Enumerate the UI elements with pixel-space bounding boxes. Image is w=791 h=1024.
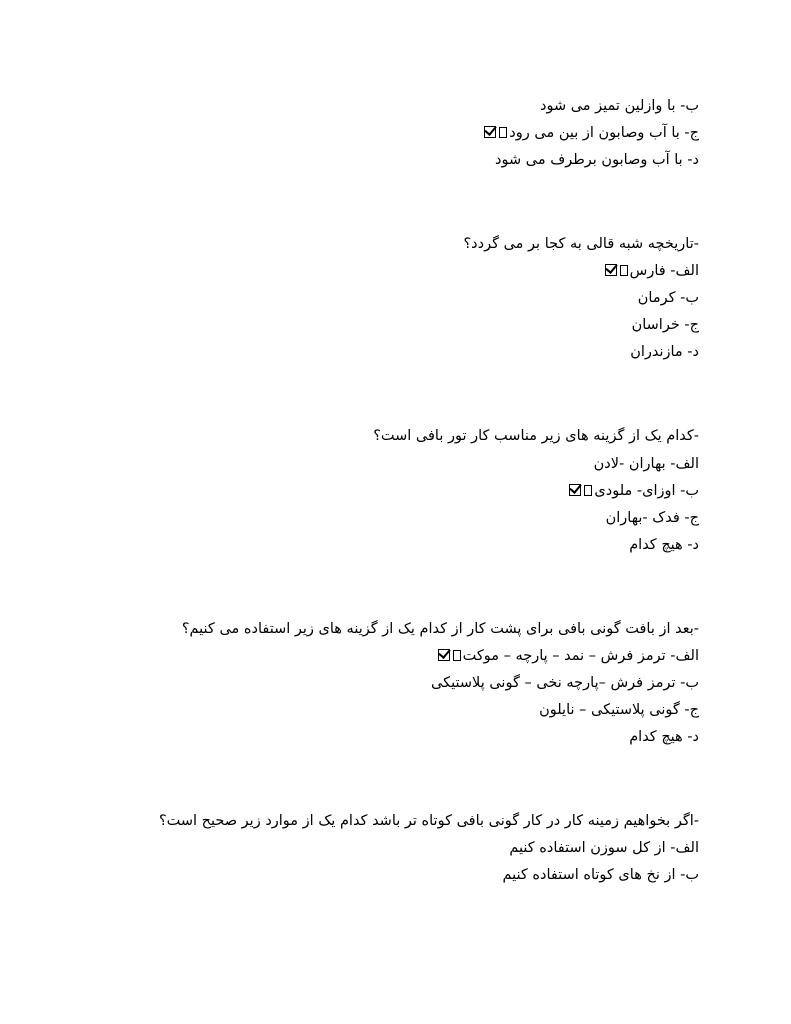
q4-question: -اگر بخواهیم زمینه کار در کار گونی بافی کوتاه تر باشد کدام یک از موارد زیر صحیح است؟: [158, 813, 699, 829]
q1-question: -تاریخچه شبه قالی به کجا بر می گردد؟: [463, 236, 699, 252]
q3-option-d: د- هیچ کدام: [629, 729, 699, 745]
q3-option-alef: الف- ترمز فرش – نمد – پارچه – موکت: [438, 646, 699, 666]
q3-option-j: ج- گونی پلاستیکی – نایلون: [539, 702, 699, 718]
q3-option-b: ب- ترمز فرش –پارچه نخی – گونی پلاستیکی: [431, 675, 699, 691]
checkbox-checked-icon: [484, 126, 496, 138]
empty-box-glyph: [499, 127, 507, 138]
q2-option-b: ب- اوزای- ملودی: [569, 481, 699, 501]
q1-option-j: ج- خراسان: [631, 317, 699, 333]
q0-option-d: د- با آب وصابون برطرف می شود: [495, 152, 699, 168]
q2-option-alef: الف- بهاران -لادن: [593, 456, 699, 472]
empty-box-glyph: [584, 485, 592, 496]
q4-option-b: ب- از نخ های کوتاه استفاده کنیم: [502, 867, 699, 883]
checkbox-checked-icon: [605, 264, 617, 276]
q3-question: -بعد از بافت گونی بافی برای پشت کار از کدام یک از گزینه های زیر استفاده می کنیم؟: [181, 621, 699, 637]
q2-option-d: د- هیچ کدام: [629, 537, 699, 553]
q2-question: -کدام یک از گزینه های زیر مناسب کار تور بافی است؟: [373, 428, 699, 444]
q0-option-b: ب- با وازلین تمیز می شود: [540, 98, 699, 114]
q2-option-j: ج- فدک -بهاران: [605, 510, 699, 526]
empty-box-glyph: [453, 650, 461, 661]
checkbox-checked-icon: [569, 484, 581, 496]
q1-option-alef: الف- فارس: [605, 261, 699, 281]
empty-box-glyph: [620, 265, 628, 276]
q0-option-j: ج- با آب وصابون از بین می رود: [484, 123, 699, 143]
q1-option-b: ب- کرمان: [637, 290, 699, 306]
q4-option-alef: الف- از کل سوزن استفاده کنیم: [509, 840, 699, 856]
q1-option-d: د- مازندران: [630, 344, 699, 360]
checkbox-checked-icon: [438, 649, 450, 661]
